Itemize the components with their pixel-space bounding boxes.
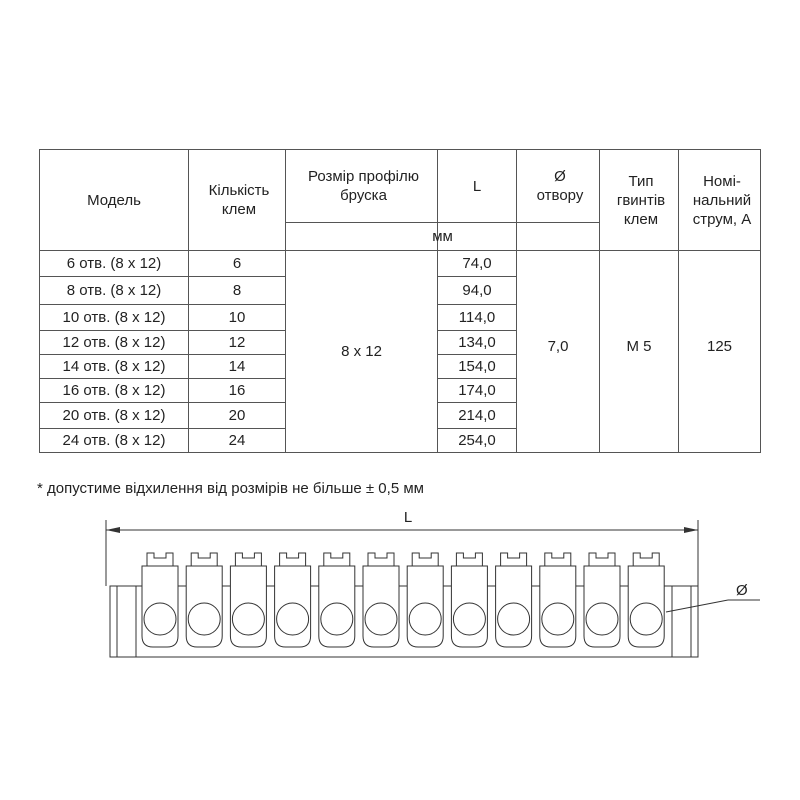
header-profile: Розмір профілю бруска (307, 168, 420, 204)
terminal-screw-head (235, 553, 261, 566)
footnote: * допустиме відхилення від розмірів не більше ± 0,5 мм (37, 480, 424, 497)
diameter-label: Ø (736, 582, 748, 599)
terminal (186, 553, 222, 647)
header-screw: Тип гвинтів клем (616, 172, 666, 228)
terminal-screw-head (191, 553, 217, 566)
cell-count: 8 (232, 282, 242, 299)
terminal-screw-head (368, 553, 394, 566)
cell-length: 214,0 (458, 407, 496, 424)
terminal (319, 553, 355, 647)
header-current: Номі-нальний струм, А (692, 172, 752, 228)
header-hole: Ø отвору (536, 168, 584, 204)
header-count: Кількість клем (208, 182, 270, 218)
terminal-hole (321, 603, 353, 635)
end-cap-right (672, 586, 698, 657)
terminal-screw-head (456, 553, 482, 566)
cell-count: 6 (232, 255, 242, 272)
end-cap-left (110, 586, 136, 657)
terminal-hole (188, 603, 220, 635)
terminal-hole (144, 603, 176, 635)
table-border-right (760, 149, 761, 453)
cell-length: 154,0 (458, 358, 496, 375)
merged-hole: 7,0 (547, 337, 569, 355)
cell-model: 14 отв. (8 х 12) (62, 358, 166, 375)
table-border-bottom (39, 452, 761, 453)
terminal-hole (365, 603, 397, 635)
cell-count: 12 (228, 334, 246, 351)
length-label: L (403, 509, 413, 526)
terminal-screw-head (633, 553, 659, 566)
terminal (584, 553, 620, 647)
terminal (496, 553, 532, 647)
cell-count: 16 (228, 382, 246, 399)
cell-length: 94,0 (462, 282, 492, 299)
cell-model: 10 отв. (8 х 12) (62, 309, 166, 326)
cell-count: 20 (228, 407, 246, 424)
cell-count: 10 (228, 309, 246, 326)
terminal-screw-head (280, 553, 306, 566)
terminal-hole (498, 603, 530, 635)
terminal (275, 553, 311, 647)
dimension-arrow-left (106, 527, 120, 533)
terminal-screw-head (412, 553, 438, 566)
cell-length: 174,0 (458, 382, 496, 399)
header-length: L (472, 177, 482, 195)
terminal-hole (586, 603, 618, 635)
cell-length: 114,0 (458, 309, 496, 326)
terminal-hole (630, 603, 662, 635)
cell-model: 20 отв. (8 х 12) (62, 407, 166, 424)
terminal (628, 553, 664, 647)
terminal-screw-head (545, 553, 571, 566)
merged-screw: М 5 (626, 337, 652, 355)
terminal (451, 553, 487, 647)
header-unit: мм (432, 228, 453, 245)
cell-model: 12 отв. (8 х 12) (62, 334, 166, 351)
terminal-hole (409, 603, 441, 635)
merged-current: 125 (706, 337, 733, 355)
terminal-block-drawing (0, 500, 800, 670)
cell-count: 24 (228, 432, 246, 449)
terminal-screw-head (589, 553, 615, 566)
terminal-hole (232, 603, 264, 635)
cell-model: 16 отв. (8 х 12) (62, 382, 166, 399)
terminal-hole (453, 603, 485, 635)
terminal (230, 553, 266, 647)
merged-profile: 8 х 12 (341, 343, 382, 360)
terminal (363, 553, 399, 647)
dimension-arrow-right (684, 527, 698, 533)
terminal-screw-head (501, 553, 527, 566)
spec-table (39, 149, 761, 453)
terminal-screw-head (147, 553, 173, 566)
terminal (407, 553, 443, 647)
header-model: Модель (87, 191, 141, 209)
cell-model: 8 отв. (8 х 12) (66, 282, 162, 299)
cell-model: 6 отв. (8 х 12) (66, 255, 162, 272)
cell-length: 134,0 (458, 334, 496, 351)
cell-length: 74,0 (462, 255, 492, 272)
cell-model: 24 отв. (8 х 12) (62, 432, 166, 449)
cell-length: 254,0 (458, 432, 496, 449)
cell-count: 14 (228, 358, 246, 375)
terminal-screw-head (324, 553, 350, 566)
terminal-hole (542, 603, 574, 635)
terminal (142, 553, 178, 647)
terminal-hole (277, 603, 309, 635)
terminal (540, 553, 576, 647)
